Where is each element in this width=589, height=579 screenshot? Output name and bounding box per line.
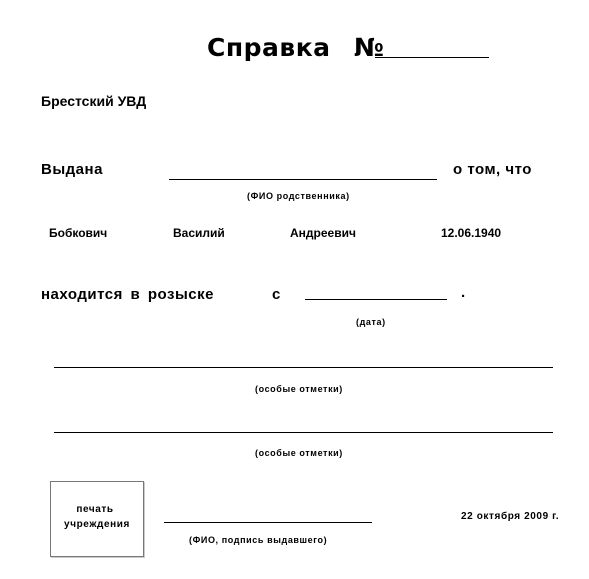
person-birth-date: 12.06.1940 [441, 226, 502, 240]
certificate-title [207, 33, 384, 62]
issue-date: 22 октября 2009 г. [461, 511, 560, 522]
issuer-name: Брестский УВД [41, 93, 147, 109]
search-date-caption: (дата) [356, 317, 386, 327]
notes-line-1 [54, 367, 553, 368]
number-sign: № [353, 33, 385, 62]
title-text: Справка [207, 33, 331, 62]
person-surname: Бобкович [49, 226, 108, 240]
notes-caption-1: (особые отметки) [255, 384, 343, 394]
relative-name-line [169, 179, 437, 180]
search-date-line [305, 299, 447, 300]
stamp-box [50, 481, 144, 557]
stamp-label-line-1: печать [76, 504, 114, 515]
search-from-label: с [272, 286, 281, 303]
notes-line-2 [54, 432, 553, 433]
issued-suffix: о том, что [453, 161, 532, 178]
signature-caption: (ФИО, подпись выдавшего) [189, 535, 328, 545]
notes-caption-2: (особые отметки) [255, 448, 343, 458]
certificate-number-line [375, 57, 489, 58]
search-status-text: находится в розыске [41, 286, 214, 303]
signature-line [164, 522, 372, 523]
stamp-label-line-2: учреждения [64, 519, 130, 530]
search-period: . [461, 284, 466, 301]
person-patronymic: Андреевич [290, 226, 356, 240]
issued-label: Выдана [41, 161, 103, 178]
relative-name-caption: (ФИО родственника) [247, 191, 350, 201]
person-name: Василий [173, 226, 225, 240]
